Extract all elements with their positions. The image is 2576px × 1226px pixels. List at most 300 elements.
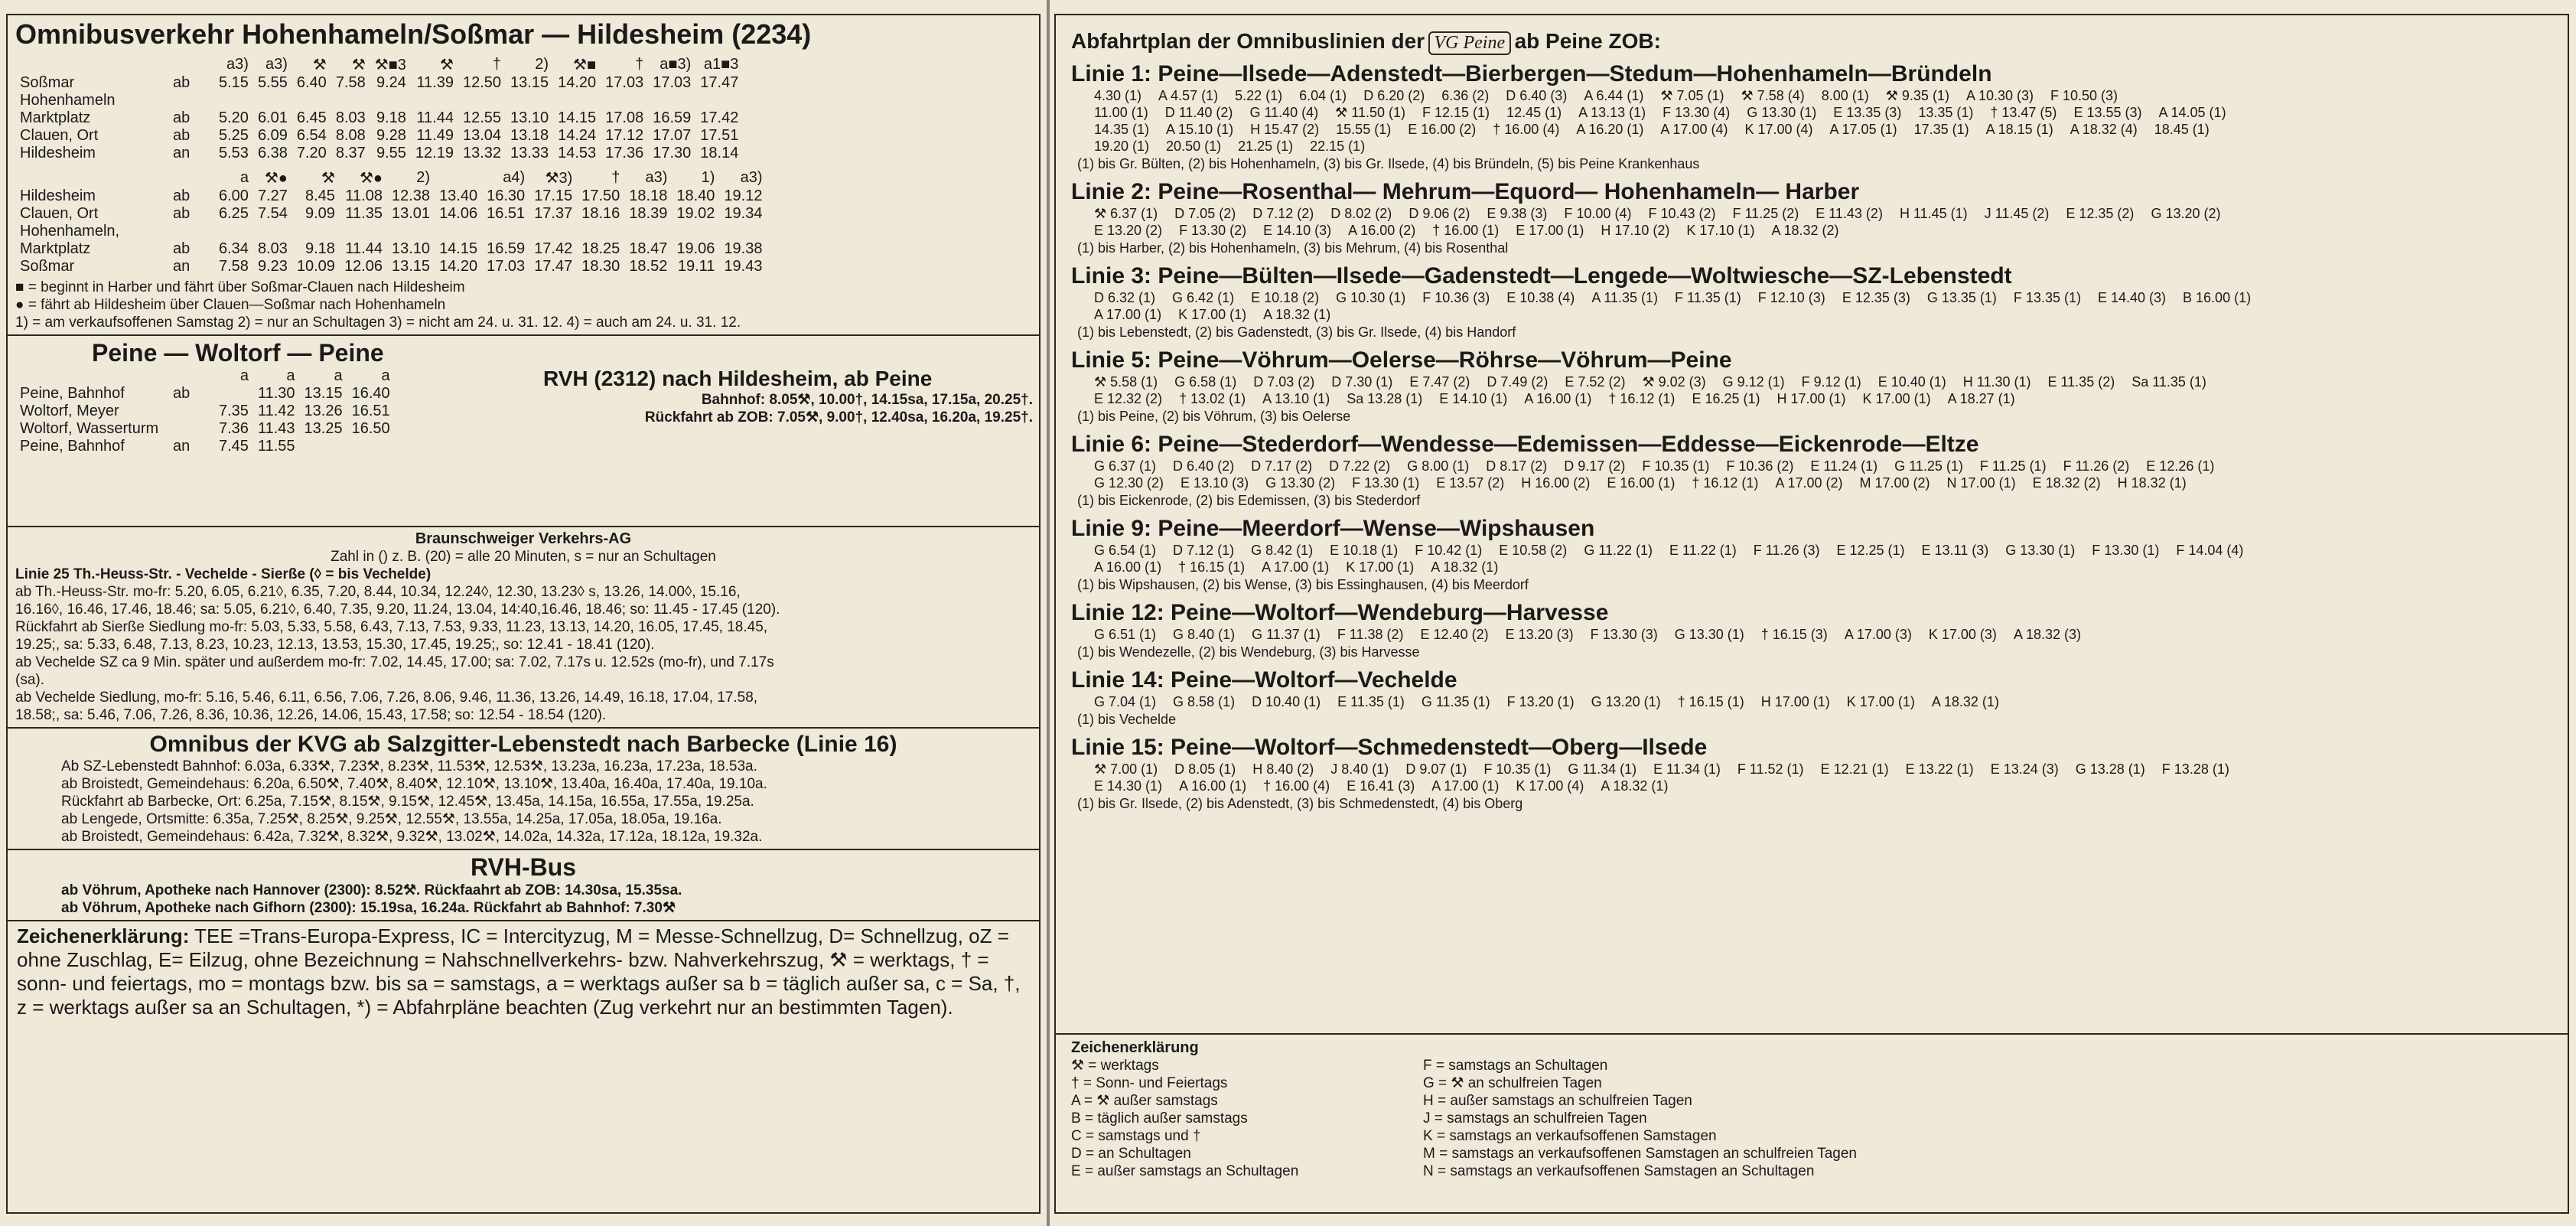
departure: F 11.26 (2) <box>2063 458 2130 474</box>
departure: E 11.43 (2) <box>1816 206 1883 221</box>
departure: E 12.35 (2) <box>2066 206 2135 221</box>
time-cell: 13.40 <box>439 187 478 204</box>
departure: A 16.00 (1) <box>1179 778 1247 794</box>
woltorf-rvh-section <box>8 336 1039 527</box>
departure: E 11.34 (1) <box>1653 761 1721 777</box>
trip-row <box>1071 104 2552 121</box>
footnote: 1) = am verkaufsoffenen Samstag 2) = nur an Schultagen 3) = nicht am 24. u. 31. 12. 4) = auch am 24. u. 31. 12. <box>15 315 741 331</box>
column-note: a3) <box>226 56 249 73</box>
line-title: Linie 2: Peine—Rosenthal— Mehrum—Equord— Hohenhameln— Harber <box>1071 179 1860 204</box>
departure: D 7.22 (2) <box>1329 458 1391 474</box>
line-note: (1) bis Eickenrode, (2) bis Edemissen, (3) bis Stederdorf <box>1077 493 1421 508</box>
time-cell: 17.03 <box>653 74 692 91</box>
column-note: ⚒ <box>312 57 327 73</box>
arrival-departure: ab <box>173 205 191 222</box>
departure: ⚒ 7.05 (1) <box>1660 88 1724 103</box>
rvh-hildesheim-block <box>543 367 1033 426</box>
time-cell: 13.18 <box>510 127 549 144</box>
omnibus-section <box>8 15 1039 336</box>
departure: † 16.15 (1) <box>1178 559 1246 575</box>
time-cell: 11.39 <box>416 74 454 91</box>
column-note: † <box>492 56 502 73</box>
time-cell: 5.25 <box>219 127 249 144</box>
arrival-departure: ab <box>173 240 191 257</box>
legend-item: C = samstags und † <box>1071 1128 1201 1144</box>
departure: E 12.25 (1) <box>1836 543 1905 558</box>
time-cell: 13.10 <box>392 240 431 257</box>
table-row <box>15 240 767 258</box>
departure: E 10.58 (2) <box>1499 543 1568 558</box>
legend-left <box>1071 1057 1423 1180</box>
departure: E 9.38 (3) <box>1487 206 1548 221</box>
departure: E 12.26 (1) <box>2146 458 2215 474</box>
departure: E 13.22 (1) <box>1905 761 1974 777</box>
time-cell: 17.15 <box>534 187 573 204</box>
departure: G 8.00 (1) <box>1407 458 1470 474</box>
column-note: ⚒■3 <box>374 57 406 73</box>
departure: E 16.41 (3) <box>1347 778 1415 794</box>
departure: A 6.44 (1) <box>1584 88 1644 103</box>
station-name: Hohenhameln <box>20 92 116 109</box>
zeichen-text: TEE =Trans-Europa-Express, IC = Intercityzug, M = Messe-Schnellzug, D= Schnellzug, oZ = ohne Zuschlag, E= Eilzug, ohne Bezeichnung = Nahschnellverkehrs- bzw. Nahverkehrszug, ⚒ = werktags, † = sonn- und feiertags, mo = montags bzw. bis sa = samstags, a = werktags außer sa b = täglich außer sa, c = Sa, †, z = werktags außer sa an Schultagen, *) = Abfahrpläne beachten (Zug verkehrt nur an bestimmten Tagen). <box>17 924 1021 1019</box>
departure: F 10.36 (2) <box>1726 458 1794 474</box>
departure: F 13.35 (1) <box>2013 290 2081 305</box>
time-cell <box>577 223 624 240</box>
header-spacer <box>15 168 168 187</box>
departure: D 11.40 (2) <box>1164 105 1233 120</box>
legend-title: Zeichenerklärung <box>1071 1039 1199 1056</box>
time-cell: 19.11 <box>677 258 715 275</box>
footnote: ● = fährt ab Hildesheim über Clauen—Soßmar nach Hohenhameln <box>15 297 446 313</box>
time-cell: 6.54 <box>296 127 327 144</box>
time-cell: 19.43 <box>724 258 763 275</box>
bvag-line: ab Vechelde Siedlung, mo-fr: 5.16, 5.46, 6.11, 6.56, 7.06, 7.26, 8.06, 9.46, 11.36, 13.26, 14.49, 16.18, 17.04, 17.58, <box>15 690 758 706</box>
departure: H 11.30 (1) <box>1962 374 2031 390</box>
departure: 8.00 (1) <box>1821 88 1869 103</box>
column-note: a3) <box>265 56 288 73</box>
departure: K 17.00 (1) <box>1178 307 1247 322</box>
column-note: a <box>334 367 343 384</box>
time-cell: 9.55 <box>376 145 406 161</box>
column-note: 2) <box>535 56 549 73</box>
column-note: a3) <box>740 169 763 186</box>
time-cell: 17.37 <box>534 205 573 222</box>
time-cell <box>411 92 458 109</box>
time-cell: 9.23 <box>257 258 288 275</box>
time-cell: 11.49 <box>416 127 454 144</box>
bvag-line: ab Th.-Heuss-Str. mo-fr: 5.20, 6.05, 6.21◊, 6.35, 7.20, 8.44, 10.34, 12.24◊, 12.30, 13.23◊ s, 13.26, 14.00◊, 15.16, <box>15 584 741 600</box>
time-cell: 18.25 <box>581 240 620 257</box>
departure: E 13.57 (2) <box>1436 475 1505 491</box>
table-row <box>15 109 743 127</box>
table-row <box>15 127 743 145</box>
column-note: ⚒● <box>264 170 288 187</box>
departure: ⚒ 7.00 (1) <box>1094 761 1158 777</box>
station-name: Peine, Bahnhof <box>20 385 125 402</box>
bvag-line: 16.16◊, 16.46, 17.46, 18.46; sa: 5.05, 6.21◊, 6.40, 7.35, 9.20, 11.24, 13.04, 14:40,16.46, 18.46; so: 11.45 - 17.45 (120). <box>15 602 780 618</box>
departure: ⚒ 11.50 (1) <box>1335 105 1406 120</box>
time-cell: 17.03 <box>487 258 526 275</box>
departure: † 13.02 (1) <box>1179 391 1246 406</box>
column-note: a <box>381 367 390 384</box>
departure: F 11.52 (1) <box>1737 761 1804 777</box>
legend-section <box>1056 1033 2568 1185</box>
departure: † 13.47 (5) <box>1990 105 2057 120</box>
time-cell <box>292 223 340 240</box>
time-cell: 7.36 <box>219 420 249 437</box>
departure: D 10.40 (1) <box>1252 694 1321 709</box>
time-cell: 11.44 <box>416 109 454 126</box>
departure: G 11.37 (1) <box>1252 627 1321 642</box>
line-note: (1) bis Vechelde <box>1077 712 1177 727</box>
zeichen-section <box>8 921 1039 1022</box>
time-cell: 12.19 <box>415 145 454 161</box>
departure: E 12.32 (2) <box>1094 391 1163 406</box>
station-name: Peine, Bahnhof <box>20 438 125 455</box>
departure: D 7.03 (2) <box>1253 374 1315 390</box>
time-cell <box>253 92 292 109</box>
table-row <box>15 438 395 455</box>
woltorf-title: Peine — Woltorf — Peine <box>92 339 384 367</box>
departure: F 11.25 (2) <box>1732 206 1799 221</box>
time-cell: 17.36 <box>605 145 644 161</box>
departure: K 17.00 (1) <box>1346 559 1415 575</box>
table-row <box>15 403 395 420</box>
line-note: (1) bis Gr. Ilsede, (2) bis Adenstedt, (3) bis Schmedenstedt, (4) bis Oberg <box>1077 796 1523 811</box>
departure: † 16.15 (3) <box>1760 627 1828 642</box>
departure: † 16.12 (1) <box>1608 391 1676 406</box>
time-cell <box>529 223 577 240</box>
departure: F 10.00 (4) <box>1564 206 1632 221</box>
time-cell <box>435 223 482 240</box>
column-note: a1■3 <box>703 56 739 73</box>
column-note: ⚒■ <box>573 57 597 73</box>
arrival-departure: an <box>173 258 191 275</box>
table-row <box>15 258 767 276</box>
table-row <box>15 145 743 162</box>
departure: D 7.12 (2) <box>1252 206 1314 221</box>
right-header <box>1056 15 2568 55</box>
time-cell: 17.47 <box>700 74 739 91</box>
departure: F 11.35 (1) <box>1675 290 1741 305</box>
time-cell: 16.40 <box>351 385 390 402</box>
time-cell: 8.03 <box>335 109 366 126</box>
arrival-departure: ab <box>173 127 191 144</box>
station-name: Hildesheim <box>20 145 96 161</box>
legend-item: F = samstags an Schultagen <box>1423 1058 1608 1074</box>
bus-lines <box>1056 61 2568 813</box>
time-cell <box>253 223 292 240</box>
departure: D 8.02 (2) <box>1330 206 1392 221</box>
departure: A 16.00 (1) <box>1524 391 1592 406</box>
departure: K 17.00 (3) <box>1928 627 1997 642</box>
departure: 4.30 (1) <box>1094 88 1142 103</box>
legend-item: M = samstags an verkaufsoffenen Samstagen an schulfreien Tagen <box>1423 1146 1858 1162</box>
time-cell: 18.40 <box>676 187 715 204</box>
timetable-hildesheim-return <box>15 168 767 276</box>
time-cell: 18.18 <box>629 187 668 204</box>
departure: 13.35 (1) <box>1918 105 1974 120</box>
legend-item: A = ⚒ außer samstags <box>1071 1093 1218 1109</box>
departure: G 8.40 (1) <box>1173 627 1236 642</box>
departure: Sa 13.28 (1) <box>1347 391 1423 406</box>
time-cell: 11.42 <box>257 403 295 419</box>
trip-row <box>1071 289 2552 306</box>
departure: A 16.00 (2) <box>1348 223 1416 238</box>
time-cell <box>214 92 253 109</box>
time-cell: 13.15 <box>392 258 431 275</box>
column-note: a <box>239 169 249 186</box>
departure: E 7.52 (2) <box>1565 374 1626 390</box>
time-cell: 19.12 <box>724 187 763 204</box>
time-cell: 8.08 <box>335 127 366 144</box>
time-cell: 14.15 <box>439 240 478 257</box>
time-cell: 16.30 <box>487 187 526 204</box>
departure: F 11.25 (1) <box>1979 458 2047 474</box>
departure: A 18.15 (1) <box>1985 122 2053 137</box>
column-note: ⚒ <box>321 170 335 187</box>
time-cell: 13.15 <box>510 74 549 91</box>
left-panel <box>6 14 1040 1214</box>
arrival-departure: ab <box>173 109 191 126</box>
time-cell: 12.55 <box>462 109 502 126</box>
time-cell: 16.51 <box>351 403 390 419</box>
departure: H 11.45 (1) <box>1899 206 1968 221</box>
footnote: ■ = beginnt in Harber und fährt über Soßmar-Clauen nach Hildesheim <box>15 279 465 295</box>
departure: 6.36 (2) <box>1441 88 1490 103</box>
departure: F 9.12 (1) <box>1801 374 1861 390</box>
line-title: Linie 15: Peine—Woltorf—Schmedenstedt—Oberg—Ilsede <box>1071 735 1708 760</box>
table-row <box>15 385 395 403</box>
departure: K 17.00 (1) <box>1862 391 1931 406</box>
time-cell: 9.24 <box>376 74 406 91</box>
time-cell: 6.00 <box>219 187 249 204</box>
departure: E 11.22 (1) <box>1669 543 1737 558</box>
departure: H 15.47 (2) <box>1250 122 1320 137</box>
departure: H 17.00 (1) <box>1760 694 1830 709</box>
departure: F 10.36 (3) <box>1422 290 1490 305</box>
time-cell <box>553 92 601 109</box>
time-cell: 7.27 <box>257 187 288 204</box>
time-cell: 18.52 <box>629 258 668 275</box>
departure: H 17.00 (1) <box>1776 391 1846 406</box>
departure: G 9.12 (1) <box>1722 374 1785 390</box>
bvag-subtitle: Zahl in () z. B. (20) = alle 20 Minuten, s = nur an Schultagen <box>331 549 716 565</box>
arrival-departure: an <box>173 145 191 161</box>
time-cell: 17.12 <box>605 127 644 144</box>
line-title: Linie 1: Peine—Ilsede—Adenstedt—Bierbergen—Stedum—Hohenhameln—Bründeln <box>1071 61 1992 86</box>
trip-row <box>1071 306 2552 323</box>
table-header-row <box>15 168 767 187</box>
departure: H 16.00 (2) <box>1521 475 1591 491</box>
time-cell <box>482 223 529 240</box>
departure: E 13.11 (3) <box>1921 543 1989 558</box>
column-note: 1) <box>701 169 715 186</box>
trip-row <box>1071 761 2552 778</box>
time-cell: 11.08 <box>345 187 383 204</box>
departure: G 12.30 (2) <box>1094 475 1164 491</box>
trip-row <box>1071 121 2552 138</box>
line-note: (1) bis Wipshausen, (2) bis Wense, (3) bis Essinghausen, (4) bis Meerdorf <box>1077 577 1529 592</box>
time-cell: 6.45 <box>296 109 327 126</box>
departure: E 18.32 (2) <box>2032 475 2101 491</box>
time-cell: 18.39 <box>629 205 668 222</box>
departure: H 18.32 (1) <box>2117 475 2187 491</box>
time-cell: 11.44 <box>345 240 383 257</box>
rvh-title: RVH (2312) nach Hildesheim, ab Peine <box>543 367 933 390</box>
time-cell <box>719 223 767 240</box>
time-cell: 9.28 <box>376 127 406 144</box>
departure: Sa 11.35 (1) <box>2131 374 2206 390</box>
departure: A 17.00 (1) <box>1262 559 1330 575</box>
table-row <box>15 74 743 92</box>
trip-row <box>1071 474 2552 491</box>
time-cell: 11.43 <box>257 420 295 437</box>
time-cell: 7.58 <box>335 74 366 91</box>
time-cell <box>695 92 743 109</box>
departure: E 12.21 (1) <box>1820 761 1889 777</box>
trip-row <box>1071 138 2552 155</box>
departure: F 13.20 (1) <box>1506 694 1575 709</box>
trip-row <box>1071 205 2552 222</box>
table-header-row <box>15 55 743 74</box>
departure: D 7.05 (2) <box>1174 206 1236 221</box>
time-cell: 7.54 <box>257 205 288 222</box>
departure: † 16.12 (1) <box>1692 475 1759 491</box>
legend-item: G = ⚒ an schulfreien Tagen <box>1423 1075 1602 1091</box>
departure: E 13.24 (3) <box>1990 761 2059 777</box>
departure: A 18.32 (1) <box>1431 559 1499 575</box>
departure: K 17.00 (4) <box>1516 778 1584 794</box>
paper-fold <box>1047 0 1050 1226</box>
departure: † 16.00 (4) <box>1493 122 1560 137</box>
departure: A 16.20 (1) <box>1576 122 1644 137</box>
legend-item: K = samstags an verkaufsoffenen Samstagen <box>1423 1128 1717 1144</box>
departure: 15.55 (1) <box>1336 122 1392 137</box>
column-note: a <box>239 367 249 384</box>
departure: G 11.22 (1) <box>1584 543 1653 558</box>
time-cell: 13.10 <box>510 109 549 126</box>
time-cell: 7.20 <box>296 145 327 161</box>
bvag-line: ab Vechelde SZ ca 9 Min. später und außerdem mo-fr: 7.02, 14.45, 17.00; sa: 7.02, 7.17s u. 12.52s (mo-fr), und 7.17s <box>15 654 774 670</box>
time-cell <box>214 223 253 240</box>
time-cell <box>458 92 506 109</box>
column-note: ⚒ <box>440 57 454 73</box>
departure: D 7.30 (1) <box>1331 374 1393 390</box>
departure: A 11.35 (1) <box>1591 290 1659 305</box>
departure: G 13.30 (1) <box>1747 105 1817 120</box>
time-cell <box>370 92 411 109</box>
departure: M 17.00 (2) <box>1859 475 1930 491</box>
kvg-line: ab Lengede, Ortsmitte: 6.35a, 7.25⚒, 8.25⚒, 9.25⚒, 12.55⚒, 13.55a, 14.25a, 17.05a, 18.05a, 19.16a. <box>61 811 722 827</box>
header-spacer <box>15 367 168 385</box>
station-name: Woltorf, Wasserturm <box>20 420 159 437</box>
departure: 21.25 (1) <box>1238 139 1294 154</box>
time-cell: 6.01 <box>257 109 288 126</box>
departure: E 10.40 (1) <box>1877 374 1946 390</box>
departure: D 9.17 (2) <box>1564 458 1626 474</box>
arrival-departure <box>168 223 214 240</box>
time-cell: 13.04 <box>462 127 502 144</box>
station-name: Hohenhameln, <box>20 223 120 240</box>
departure: E 11.35 (1) <box>1337 694 1405 709</box>
departure: J 8.40 (1) <box>1330 761 1389 777</box>
column-note: † <box>611 169 620 186</box>
time-cell: 17.42 <box>700 109 739 126</box>
line-title: Linie 12: Peine—Woltorf—Wendeburg—Harvesse <box>1071 600 1609 625</box>
trip-row <box>1071 458 2552 474</box>
departure: F 10.42 (1) <box>1415 543 1483 558</box>
departure: A 17.00 (2) <box>1775 475 1843 491</box>
omnibus-title: Omnibusverkehr Hohenhameln/Soßmar — Hildesheim (2234) <box>15 18 812 50</box>
rvh-line-2: Rückfahrt ab ZOB: 7.05⚒, 9.00†, 12.40sa, 16.20a, 19.25†. <box>644 409 1033 426</box>
line-note: (1) bis Wendezelle, (2) bis Wendeburg, (3) bis Harvesse <box>1077 644 1420 660</box>
header-spacer <box>168 55 214 74</box>
column-note: ⚒ <box>351 57 366 73</box>
time-cell: 17.08 <box>605 109 644 126</box>
departure: A 13.13 (1) <box>1578 105 1646 120</box>
bvag-section <box>8 527 1039 729</box>
time-cell: 18.16 <box>581 205 620 222</box>
station-name: Clauen, Ort <box>20 127 99 144</box>
legend-right <box>1423 1057 1857 1180</box>
departure: A 18.32 (2) <box>1771 223 1839 238</box>
time-cell <box>506 92 553 109</box>
departure: A 18.32 (1) <box>1601 778 1669 794</box>
departure: G 13.20 (1) <box>1591 694 1661 709</box>
time-cell: 5.20 <box>219 109 249 126</box>
bvag-lines <box>15 566 1031 724</box>
departure: A 18.32 (4) <box>2070 122 2138 137</box>
departure: F 13.30 (2) <box>1179 223 1247 238</box>
departure: N 17.00 (1) <box>1946 475 2016 491</box>
column-note: 2) <box>416 169 431 186</box>
trip-row <box>1071 693 2552 710</box>
time-cell: 14.24 <box>558 127 597 144</box>
time-cell: 7.58 <box>219 258 249 275</box>
station-name: Soßmar <box>20 74 75 91</box>
kvg-lines <box>15 758 1031 846</box>
arrival-departure <box>168 403 214 420</box>
bvag-line: Rückfahrt ab Sierße Siedlung mo-fr: 5.03, 5.33, 5.58, 6.43, 7.13, 7.53, 9.33, 11.23, 13.13, 14.20, 16.05, 17.45, 18.45, <box>15 619 768 635</box>
time-cell: 13.26 <box>304 403 343 419</box>
trip-row <box>1071 778 2552 794</box>
departure: G 13.35 (1) <box>1926 290 1997 305</box>
legend-item: N = samstags an verkaufsoffenen Samstagen an Schultagen <box>1423 1163 1815 1179</box>
time-cell: 6.09 <box>257 127 288 144</box>
kvg-title: Omnibus der KVG ab Salzgitter-Lebenstedt nach Barbecke (Linie 16) <box>149 732 897 757</box>
departure: G 6.51 (1) <box>1094 627 1157 642</box>
departure: A 15.10 (1) <box>1166 122 1234 137</box>
departure: F 13.28 (1) <box>2161 761 2229 777</box>
time-cell: 14.15 <box>558 109 597 126</box>
time-cell <box>331 92 370 109</box>
column-note: a■3) <box>659 56 692 73</box>
header-spacer <box>168 168 214 187</box>
trip-row <box>1071 373 2552 390</box>
departure: E 7.47 (2) <box>1409 374 1470 390</box>
table-row <box>15 420 395 438</box>
right-panel <box>1054 14 2569 1214</box>
departure: G 13.28 (1) <box>2075 761 2145 777</box>
trip-row <box>1071 559 2552 576</box>
trip-row <box>1071 626 2552 643</box>
time-cell: 13.33 <box>510 145 549 161</box>
time-cell: 17.03 <box>605 74 644 91</box>
right-title-post: ab Peine ZOB: <box>1514 29 1661 53</box>
trip-row <box>1071 222 2552 239</box>
rvhbus-section <box>8 850 1039 921</box>
